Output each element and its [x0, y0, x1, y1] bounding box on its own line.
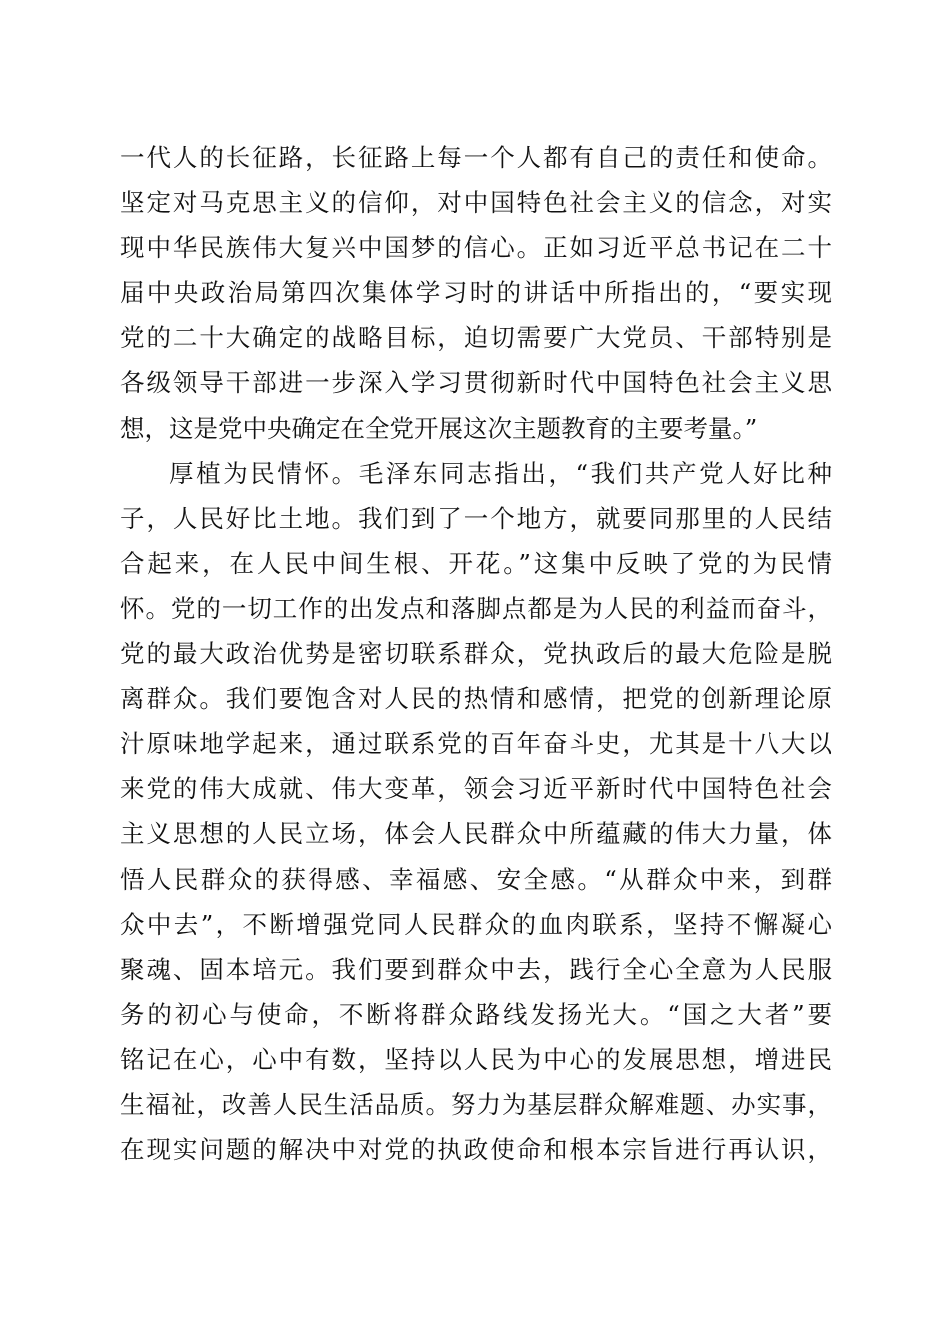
text-line-8: 厚植为民情怀。毛泽东同志指出，“我们共产党人好比种 — [169, 458, 832, 488]
text-line-12: 党的最大政治优势是密切联系群众，党执政后的最大危险是脱 — [120, 639, 832, 669]
text-line-16: 主义思想的人民立场，体会人民群众中所蕴藏的伟大力量，体 — [120, 819, 832, 849]
text-line-23: 在现实问题的解决中对党的执政使命和根本宗旨进行再认识， — [120, 1135, 832, 1165]
text-line-17: 悟人民群众的获得感、幸福感、安全感。“从群众中来，到群 — [120, 864, 832, 894]
text-line-2: 坚定对马克思主义的信仰，对中国特色社会主义的信念，对实 — [120, 188, 832, 218]
text-line-19: 聚魂、固本培元。我们要到群众中去，践行全心全意为人民服 — [120, 954, 832, 984]
text-line-7: 想，这是党中央确定在全党开展这次主题教育的主要考量。” — [120, 413, 758, 443]
text-line-13: 离群众。我们要饱含对人民的热情和感情，把党的创新理论原 — [120, 684, 832, 714]
text-line-4: 届中央政治局第四次集体学习时的讲话中所指出的，“要实现 — [120, 278, 832, 308]
text-line-11: 怀。党的一切工作的出发点和落脚点都是为人民的利益而奋斗， — [120, 593, 832, 623]
text-line-15: 来党的伟大成就、伟大变革，领会习近平新时代中国特色社会 — [120, 774, 832, 804]
text-line-1: 一代人的长征路，长征路上每一个人都有自己的责任和使命。 — [120, 143, 832, 172]
text-line-21: 铭记在心，心中有数，坚持以人民为中心的发展思想，增进民 — [120, 1044, 832, 1074]
text-line-6: 各级领导干部进一步深入学习贯彻新时代中国特色社会主义思 — [120, 368, 832, 398]
body-text — [120, 135, 832, 1172]
text-line-9: 子，人民好比土地。我们到了一个地方，就要同那里的人民结 — [120, 503, 832, 533]
text-line-20: 务的初心与使命，不断将群众路线发扬光大。“国之大者”要 — [120, 999, 832, 1029]
text-line-5: 党的二十大确定的战略目标，迫切需要广大党员、干部特别是 — [120, 323, 832, 353]
text-line-22: 生福祉，改善人民生活品质。努力为基层群众解难题、办实事， — [120, 1089, 832, 1119]
text-line-14: 汁原味地学起来，通过联系党的百年奋斗史，尤其是十八大以 — [120, 729, 832, 759]
text-line-10: 合起来，在人民中间生根、开花。”这集中反映了党的为民情 — [120, 548, 832, 578]
text-line-3: 现中华民族伟大复兴中国梦的信心。正如习近平总书记在二十 — [120, 233, 832, 263]
text-line-18: 众中去”，不断增强党同人民群众的血肉联系，坚持不懈凝心 — [120, 909, 832, 939]
